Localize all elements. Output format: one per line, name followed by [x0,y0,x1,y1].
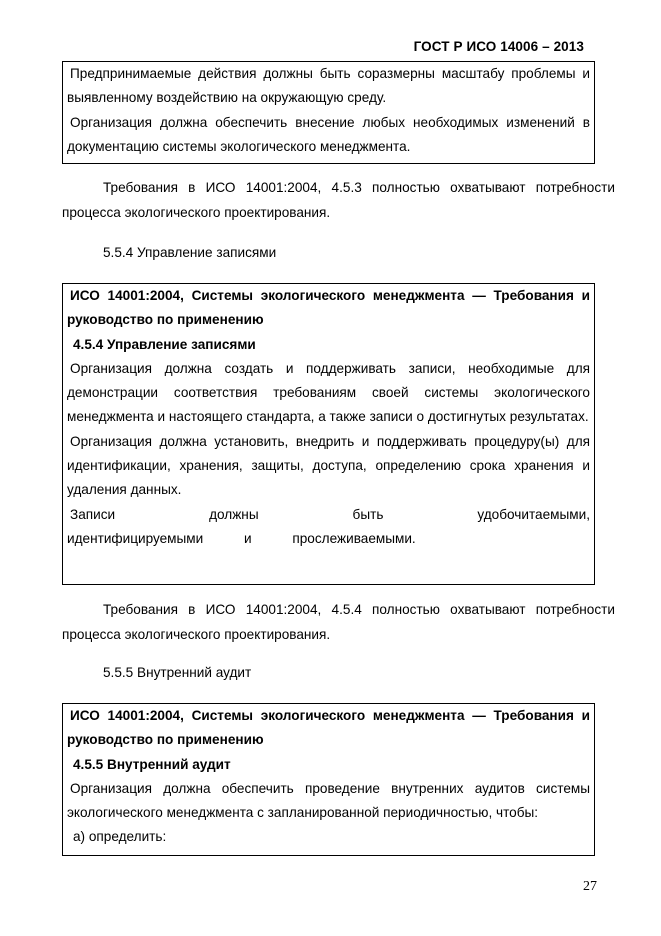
box3-item-a: а) определить: [73,829,167,845]
box3-paragraph-1: Организация должна обеспечить проведение внутренних аудитов системы экологического менеджмента с запланированной периодичностью, чтобы: [67,780,590,821]
requirement-box-1 [62,61,595,164]
box1-text-1: Предпринимаемые действия должны быть соразмерны масштабу проблемы и выявленному воздействию на окружающую среду. [67,66,590,106]
box1-text-2: Организация должна обеспечить внесение любых необходимых изменений в документацию системы экологического менеджмента. [67,114,590,154]
box2-subtitle: 4.5.4 Управление записями [73,336,256,352]
iso-quote-box-records [62,283,595,585]
section-heading-5-5-4: 5.5.4 Управление записями [103,245,277,260]
paragraph-req-454: Требования в ИСО 14001:2004, 4.5.4 полностью охватывают потребности процесса экологического проектирования. [62,602,615,642]
box2-paragraph-2: Организация должна установить, внедрить и поддерживать процедуру(ы) для идентификации, хранения, защиты, доступа, определению срока хранения и удаления данных. [67,433,590,498]
box2-paragraph-1: Организация должна создать и поддерживать записи, необходимые для демонстрации соответствия требованиям своей системы экологического менеджмента и настоящего стандарта, а также записи о достигнутых результатах. [67,360,590,425]
page-number: 27 [583,879,597,894]
box2-paragraph-3: Записи должны быть удобочитаемыми, идентифицируемыми и прослеживаемыми. [67,506,590,546]
box3-subtitle: 4.5.5 Внутренний аудит [73,756,231,772]
iso-quote-box-internal-audit [62,703,595,856]
box2-title: ИСО 14001:2004, Системы экологического менеджмента — Требования и руководство по применению [67,288,590,328]
section-heading-5-5-5: 5.5.5 Внутренний аудит [103,665,252,680]
box3-title: ИСО 14001:2004, Системы экологического менеджмента — Требования и руководство по применению [67,708,590,748]
paragraph-req-453: Требования в ИСО 14001:2004, 4.5.3 полностью охватывают потребности процесса экологического проектирования. [62,180,615,220]
document-code: ГОСТ Р ИСО 14006 – 2013 [413,39,584,54]
